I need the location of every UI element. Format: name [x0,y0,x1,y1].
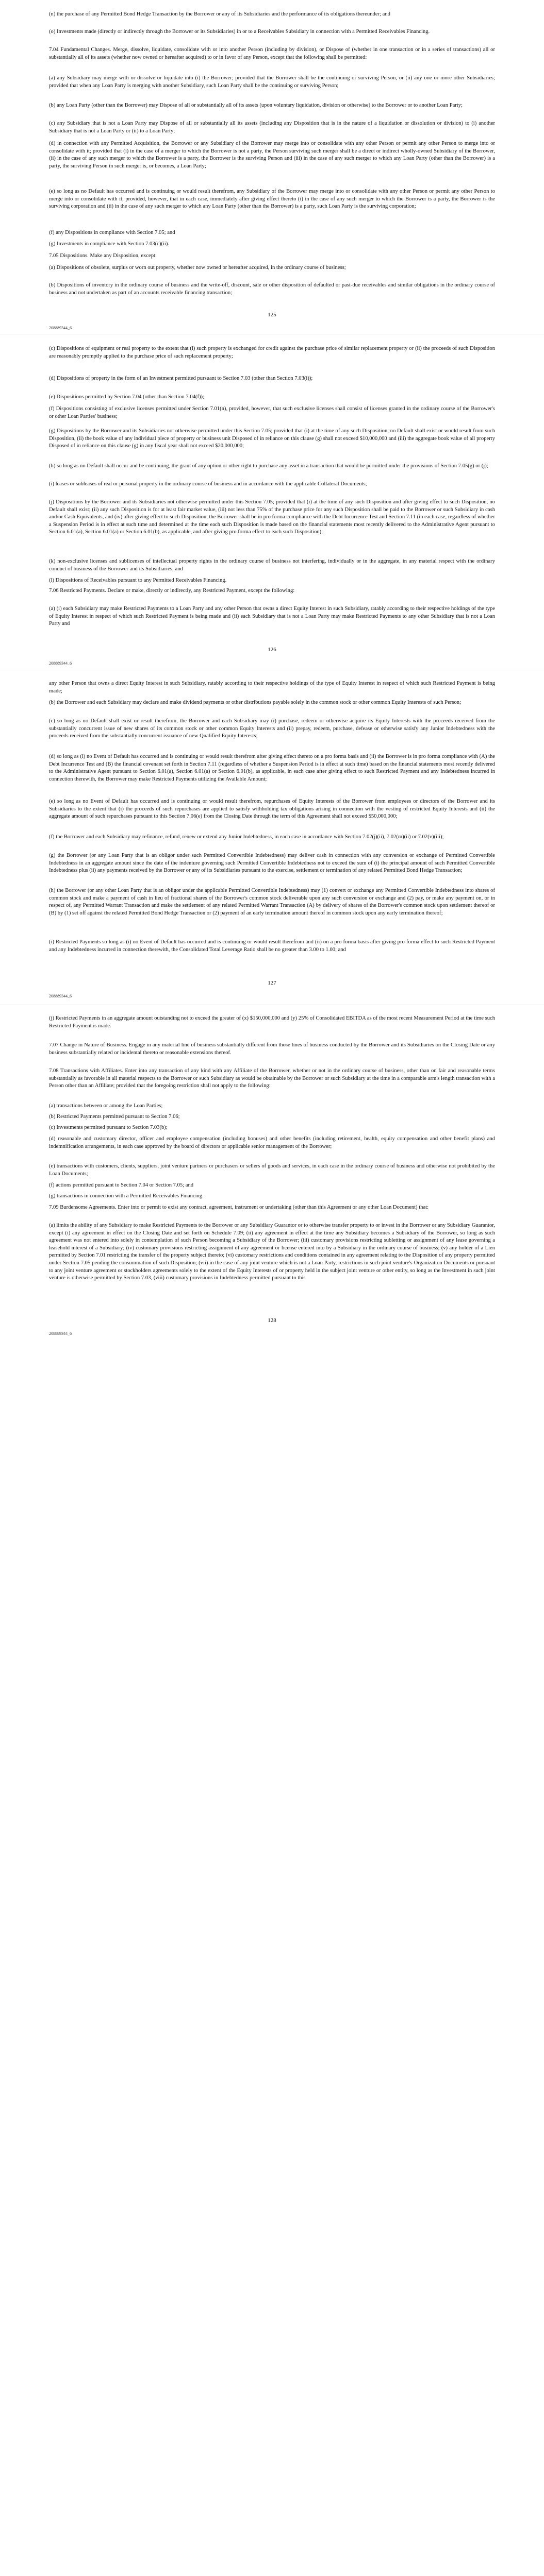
para-section-7-09-burdensome: 7.09 Burdensome Agreements. Enter into or permit to exist any contract, agreement, instrument or undertaking (other than this Agreement or any other Loan Document) that: [49,1205,429,1210]
para-7-05-e: (e) Dispositions permitted by Section 7.04 (other than Section 7.04(f)); [49,394,204,400]
para-7-06-d: (d) so long as (i) no Event of Default has occurred and is continuing or would result therefrom after giving effect thereto on a pro forma basis and (ii) the Borrower is in pro forma compliance with (A) the Debt Incurrence Test and (B) the financial covenant set forth in Section 7.11 (regardless of whether a Suspension Period is in effect at such time) based on the financial statements most recently delivered to the Administrative Agent pursuant to Section 6.01(a), Section 6.01(a) or Section 6.01(b), as applicable, in each case after giving effect to such Restricted Payment and any Indebtedness incurred in connection therewith, the Borrower may make Restricted Payments utilizing the Available Amount; [49,754,495,782]
para-7-05-d: (d) Dispositions of property in the form of an Investment permitted pursuant to Section 7.03 (other than Section 7.03(i)); [49,376,313,381]
para-7-08-a: (a) transactions between or among the Loan Parties; [49,1103,163,1109]
para-7-06-i: (i) Restricted Payments so long as (i) no Event of Default has occurred and is continuing or would result therefrom and (ii) on a pro forma basis after giving pro forma effect to such Restricted Payment and any Indebtedness incurred in connection therewith, the Consolidated Total Leverage Ratio shall be no greater than 3.00 to 1.00; and [49,939,495,953]
para-7-04-e: (e) so long as no Default has occurred and is continuing or would result therefrom, any Subsidiary of the Borrower may merge into or consolidate with any other Person or permit any other Person to merge into or consolidate with it; provided, however, that in each case, immediately after giving effect thereto (i) in the case of any such merger to which the Borrower is a party, the Borrower is the surviving corporation and (ii) in the case of any such merger to which any Loan Party (other than the Borrower) is a party, such Loan Party is the surviving corporation; [49,189,495,210]
page-number: 126 [268,647,276,653]
para-7-04-g: (g) Investments in compliance with Section 7.03(c)(ii). [49,241,170,247]
para-clause-n-bond-hedge: (n) the purchase of any Permitted Bond Hedge Transaction by the Borrower or any of its Subsidiaries and the performance of its obligations thereunder; and [49,11,390,17]
para-7-05-h: (h) so long as no Default shall occur and be continuing, the grant of any option or other right to purchase any asset in a transaction that would be permitted under the provisions of Section 7.05(g) or (j); [49,463,488,469]
para-7-08-d: (d) reasonable and customary director, officer and employee compensation (including bonuses) and other benefits (including retirement, health, equity compensation and other benefit plans) and indemnification arrangements, in each case approved by the board of directors or applicable senior management of the Borrower; [49,1136,495,1149]
document-id: 208889344_6 [49,1331,72,1336]
page-number: 128 [268,1317,276,1324]
page-number: 125 [268,312,276,318]
para-7-08-f: (f) actions permitted pursuant to Section 7.04 or Section 7.05; and [49,1182,194,1188]
para-7-06-b: (b) the Borrower and each Subsidiary may declare and make dividend payments or other distributions payable solely in the common stock or other common Equity Interests of such Person; [49,700,461,705]
para-7-06-e: (e) so long as no Event of Default has occurred and is continuing or would result therefrom, repurchases of Equity Interests of the Borrower from employees or directors of the Borrower and its Subsidiaries to the extent that (i) the proceeds of such repurchases are applied to satisfy withholding tax obligations arising in connection with the vesting of restricted Equity Interests and (ii) the aggregate amount of such repurchases pursuant to this Section 7.06(e) from the Closing Date through the term of this Agreement shall not exceed $50,000,000; [49,799,495,820]
para-7-04-b: (b) any Loan Party (other than the Borrower) may Dispose of all or substantially all of its assets (upon voluntary liquidation, division or otherwise) to the Borrower or to another Loan Party; [49,103,463,108]
page-number: 127 [268,980,276,986]
document-id: 208889344_6 [49,661,72,666]
para-7-06-g: (g) the Borrower (or any Loan Party that is an obligor under such Permitted Convertible Indebtedness) may deliver cash in connection with any conversion or exchange of Permitted Convertible Indebtedness in an aggregate amount since the date of the indenture governing such Permitted Convertible Indebtedness not to exceed the sum of (i) the principal amount of such Permitted Convertible Indebtedness plus (ii) any payments received by the Borrower or any of its Subsidiaries pursuant to the exercise, settlement or termination of any related Permitted Bond Hedge Transaction; [49,853,495,874]
para-7-08-c: (c) Investments permitted pursuant to Section 7.03(b); [49,1125,168,1130]
para-7-04-d: (d) in connection with any Permitted Acquisition, the Borrower or any Subsidiary of the Borrower may merge into or consolidate with any other Person or permit any other Person to merge into or consolidate with it; provided that (i) in the case of a merger to which the Borrower is not a party, the Person surviving such merger shall be a direct or indirect wholly-owned Subsidiary of the Borrower, (ii) in the case of any such merger to which the Borrower is a party, the Borrower is the surviving Person and (iii) in the case of any such merger to which any Loan Party (other than the Borrower) is a party, the surviving Person in such merger is, or becomes, a Loan Party; [49,141,495,169]
para-7-09-a: (a) limits the ability of any Subsidiary to make Restricted Payments to the Borrower or any Subsidiary Guarantor or to otherwise transfer property to or invest in the Borrower or any Subsidiary Guarantor, except (i) any agreement in effect on the Closing Date and set forth on Schedule 7.09; (ii) any agreement in effect at the time any Subsidiary becomes a Subsidiary of the Borrower, so long as such agreement was not entered into solely in contemplation of such Person becoming a Subsidiary of the Borrower; (iii) customary provisions restricting subletting or assignment of any lease governing a leasehold interest of a Subsidiary; (iv) customary provisions restricting assignment of any agreement or license entered into by a Subsidiary in the ordinary course of business; (v) any holder of a Lien permitted by Section 7.01 restricting the transfer of the property subject thereto; (vi) customary restrictions and conditions contained in any agreement relating to the Disposition of any property permitted under Section 7.05 pending the consummation of such Disposition; (vii) in the case of any joint venture which is not a Loan Party, restrictions in such joint venture's Organization Documents or pursuant to any joint venture agreement or stockholders agreements solely to the extent of the Equity Interests of or property held in the subject joint venture or other entity, so long as the Investment in such joint venture is otherwise permitted by Section 7.03, (viii) customary provisions in Indebtedness permitted pursuant to this [49,1223,495,1281]
para-7-06-a-continued: any other Person that owns a direct Equity Interest in such Subsidiary, ratably according to their respective holdings of the type of Equity Interest in respect of which such Restricted Payment is being made; [49,681,495,694]
para-section-7-06-restricted-payments: 7.06 Restricted Payments. Declare or make, directly or indirectly, any Restricted Payment, except the following: [49,588,295,594]
para-7-05-l: (l) Dispositions of Receivables pursuant to any Permitted Receivables Financing. [49,578,227,583]
para-7-08-e: (e) transactions with customers, clients, suppliers, joint venture partners or purchasers or sellers of goods and services, in each case in the ordinary course of business and otherwise not prohibited by the Loan Documents; [49,1163,495,1177]
document-id: 208889344_6 [49,994,72,998]
para-7-08-g: (g) transactions in connection with a Permitted Receivables Financing. [49,1193,204,1199]
document-page-3 [0,671,544,1006]
para-7-05-c: (c) Dispositions of equipment or real property to the extent that (i) such property is exchanged for credit against the purchase price of similar replacement property or (ii) the proceeds of such Disposition are reasonably promptly applied to the purchase price of such replacement property; [49,346,495,359]
para-clause-o-receivables: (o) Investments made (directly or indirectly through the Borrower or its Subsidiaries) in or to a Receivables Subsidiary in connection with a Permitted Receivables Financing. [49,29,430,35]
para-7-04-a: (a) any Subsidiary may merge with or dissolve or liquidate into (i) the Borrower; provided that the Borrower shall be the continuing or surviving Person, or (ii) any one or more other Subsidiaries; provided that when any Loan Party is merging with another Subsidiary, such Loan Party shall be the continuing or surviving Person; [49,75,495,89]
para-7-05-g: (g) Dispositions by the Borrower and its Subsidiaries not otherwise permitted under this Section 7.05; provided that (i) at the time of any such Disposition, no Default shall exist or would result from such Disposition, (ii) the book value of any individual piece of property or business unit Disposed of in reliance on this clause (g) shall not exceed $10,000,000 and (iii) the aggregate book value of all property Disposed of in reliance on this clause (g) in any fiscal year shall not exceed $20,000,000; [49,428,495,449]
para-7-05-b: (b) Dispositions of inventory in the ordinary course of business and the write-off, discount, sale or other disposition of defaulted or past-due receivables and similar obligations in the ordinary course of business and not undertaken as part of an accounts receivable financing transaction; [49,282,495,296]
para-7-06-a: (a) (i) each Subsidiary may make Restricted Payments to a Loan Party and any other Person that owns a direct Equity Interest in such Subsidiary, ratably according to their respective holdings of the type of Equity Interest in respect of which such Restricted Payment is being made and (ii) each Subsidiary that is not a Loan Party may make Restricted Payments to any other Subsidiary that is not a Loan Party and [49,606,495,627]
para-7-06-c: (c) so long as no Default shall exist or result therefrom, the Borrower and each Subsidiary may (i) purchase, redeem or otherwise acquire its Equity Interests with the proceeds received from the substantially concurrent issue of new shares of its common stock or other common Equity Interests and (ii) prepay, redeem, purchase, defease or otherwise satisfy any Junior Indebtedness with the proceeds received from the substantially concurrent issuance of new Qualified Equity Interests; [49,718,495,739]
para-7-05-f: (f) Dispositions consisting of exclusive licenses permitted under Section 7.01(n), provided, however, that such exclusive licenses shall consist of licenses granted in the ordinary course of the Borrower's or other Loan Parties' business; [49,406,495,419]
para-7-06-f: (f) the Borrower and each Subsidiary may refinance, refund, renew or extend any Junior Indebtedness, in each case in accordance with Section 7.02(j)(ii), 7.02(m)(ii) or 7.02(v)(iii); [49,834,444,840]
para-7-05-i: (i) leases or subleases of real or personal property in the ordinary course of business and in accordance with the applicable Collateral Documents; [49,481,367,487]
para-section-7-07-change-in-business: 7.07 Change in Nature of Business. Engage in any material line of business substantially different from those lines of business conducted by the Borrower and its Subsidiaries on the Closing Date or any business substantially related or incidental thereto or reasonable extensions thereof. [49,1042,495,1056]
document-page-2 [0,335,544,670]
para-7-04-c: (c) any Subsidiary that is not a Loan Party may Dispose of all or substantially all its assets (including any Disposition that is in the nature of a liquidation or dissolution or division) to (i) another Subsidiary that is not a Loan Party or (ii) to a Loan Party; [49,121,495,134]
para-section-7-08-affiliates: 7.08 Transactions with Affiliates. Enter into any transaction of any kind with any Affiliate of the Borrower, whether or not in the ordinary course of business, other than on fair and reasonable terms substantially as favorable in all material respects to the Borrower or such Subsidiary as would be obtainable by the Borrower or such Subsidiary at the time in a comparable arm's length transaction with a Person other than an Affiliate; provided that the foregoing restriction shall not apply to the following: [49,1068,495,1089]
document-id: 208889344_6 [49,326,72,330]
para-7-06-h: (h) the Borrower (or any other Loan Party that is an obligor under the applicable Permitted Convertible Indebtedness) may (1) convert or exchange any Permitted Convertible Indebtedness into shares of common stock and make a payment of cash in lieu of fractional shares of the Borrower's common stock deliverable upon any such conversion or exchange and (2) pay, or make any payment on, or in respect of, any Permitted Warrant Transaction and make the settlement of any related Permitted Warrant Transaction (A) by delivery of shares of the Borrower's common stock upon settlement thereof or (B) by (1) set off against the related Permitted Bond Hedge Transaction or (2) payment of an early termination amount thereof in common stock upon any early termination thereof; [49,888,495,916]
para-7-04-f: (f) any Dispositions in compliance with Section 7.05; and [49,230,175,235]
para-7-05-a: (a) Dispositions of obsolete, surplus or worn out property, whether now owned or hereafter acquired, in the ordinary course of business; [49,265,346,270]
para-section-7-05-dispositions: 7.05 Dispositions. Make any Disposition, except: [49,253,157,259]
para-section-7-04-fundamental-changes: 7.04 Fundamental Changes. Merge, dissolve, liquidate, consolidate with or into another Person (including by division), or Dispose of (whether in one transaction or in a series of transactions) all or substantially all of its assets (whether now owned or hereafter acquired) to or in favor of any Person, except that the following shall be permitted: [49,47,495,60]
para-7-06-j: (j) Restricted Payments in an aggregate amount outstanding not to exceed the greater of (x) $150,000,000 and (y) 25% of Consolidated EBITDA as of the most recent Measurement Period at the time such Restricted Payment is made. [49,1015,495,1029]
para-7-05-k: (k) non-exclusive licenses and sublicenses of intellectual property rights in the ordinary course of business not interfering, individually or in the aggregate, in any material respect with the ordinary conduct of business of the Borrower and its Subsidiaries; and [49,558,495,572]
para-7-08-b: (b) Restricted Payments permitted pursuant to Section 7.06; [49,1114,180,1120]
document-page-4 [0,1006,544,1366]
para-7-05-j: (j) Dispositions by the Borrower and its Subsidiaries not otherwise permitted under this Section 7.05; provided that (i) at the time of any such Disposition and after giving effect to such Disposition, no Default shall exist; (ii) any such Disposition is for at least fair market value, (iii) not less than 75% of the purchase price for any such Disposition shall be paid to the Borrower or such Subsidiary in cash and/or Cash Equivalents, and (iv) after giving effect to such Disposition, the Borrower shall be in pro forma compliance with the Debt Incurrence Test and Section 7.11 (in each case, regardless of whether a Suspension Period is in effect at such time and determined at the time each such Disposition is made based on the financial statements most recently delivered to the Administrative Agent pursuant to Section 6.01(a), Section 6.01(a) or Section 6.01(b), as applicable, and after giving pro forma effect to each such Disposition); [49,499,495,535]
